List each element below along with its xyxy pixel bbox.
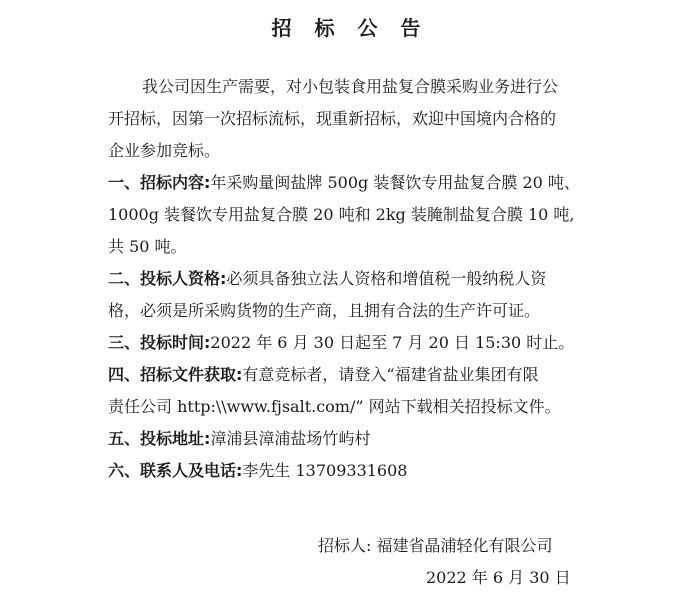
section-contact-text: 李先生 13709331608 bbox=[242, 461, 408, 480]
section-address-text: 漳浦县漳浦盐场竹屿村 bbox=[210, 429, 371, 448]
signature-date: 2022 年 6 月 30 日 bbox=[426, 568, 571, 587]
section-time-text: 2022 年 6 月 30 日起至 7 月 20 日 15:30 时止。 bbox=[210, 333, 575, 352]
section-content-heading: 一、招标内容: bbox=[108, 173, 211, 192]
intro-line-3: 企业参加竞标。 bbox=[108, 141, 221, 160]
section-documents-heading: 四、招标文件获取: bbox=[108, 365, 243, 384]
section-documents-line-1 bbox=[108, 364, 539, 386]
intro-line-1: 我公司因生产需要，对小包装食用盐复合膜采购业务进行公 bbox=[142, 77, 559, 96]
section-documents-text: 有意竞标者，请登入“福建省盐业集团有限 bbox=[242, 365, 539, 384]
signature-company: 福建省晶浦轻化有限公司 bbox=[376, 536, 553, 555]
section-contact-heading: 六、联系人及电话: bbox=[108, 461, 243, 480]
section-content-text: 年采购量闽盐牌 500g 装餐饮专用盐复合膜 20 吨、 bbox=[210, 173, 580, 192]
section-content-line-1 bbox=[108, 172, 580, 194]
section-documents-line-2: 责任公司 http:\\www.fjsalt.com/” 网站下载相关招投标文件。 bbox=[108, 397, 561, 416]
section-qualification-heading: 二、投标人资格: bbox=[108, 269, 227, 288]
section-address-heading: 五、投标地址: bbox=[108, 429, 211, 448]
signature-line bbox=[318, 535, 553, 557]
section-content-line-2: 1000g 装餐饮专用盐复合膜 20 吨和 2kg 装腌制盐复合膜 10 吨, bbox=[108, 205, 575, 224]
section-time-line bbox=[108, 332, 574, 354]
section-content-line-3: 共 50 吨。 bbox=[108, 237, 187, 256]
page-title: 招 标 公 告 bbox=[271, 16, 429, 40]
section-qualification-line-2: 格，必须是所采购货物的生产商，且拥有合法的生产许可证。 bbox=[108, 301, 541, 320]
intro-line-2: 开招标，因第一次招标流标，现重新招标，欢迎中国境内合格的 bbox=[108, 109, 557, 128]
section-contact-line bbox=[108, 460, 407, 482]
signature-label: 招标人: bbox=[318, 536, 372, 555]
section-qualification-line-1 bbox=[108, 268, 546, 290]
section-qualification-text: 必须具备独立法人资格和增值税一般纳税人资 bbox=[226, 269, 547, 288]
section-time-heading: 三、投标时间: bbox=[108, 333, 211, 352]
section-address-line bbox=[108, 428, 370, 450]
